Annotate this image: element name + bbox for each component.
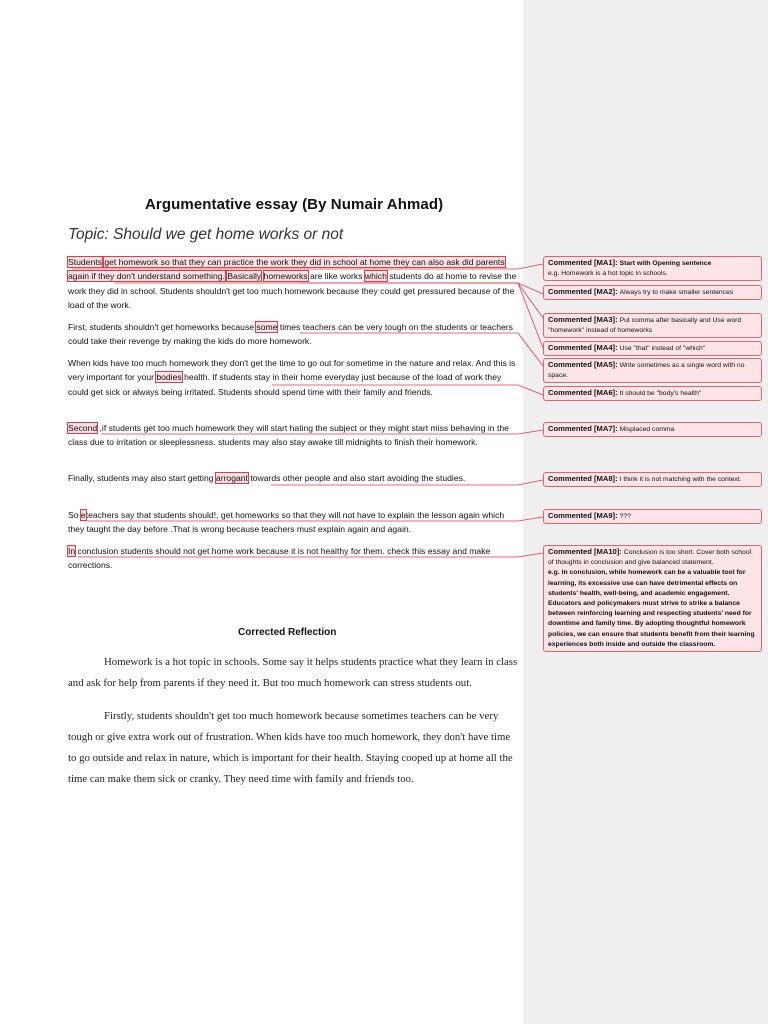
comment-tag: Commented [MA7]: [548,424,618,433]
comment-ma9[interactable] [543,509,762,524]
text-span: When kids have too much homework they don't get the time to go out for sometime in the nature and relax. And this is very important for your [68,358,516,383]
essay-topic: Topic: Should we get home works or not [68,226,344,243]
essay-title: Argumentative essay (By Numair Ahmad) [145,196,444,213]
text-span: teachers say that students should!, get homeworks so that they will not have to explain the lesson again which they taught the day before .That is wrong because teachers must explain again and again. [68,510,505,535]
comment-tag: Commented [MA6]: [548,388,618,397]
reflection-paragraph-1: Homework is a hot topic in schools. Some say it helps students practice what they learn in class and ask for help from parents if they need it. But too much homework can stress students out. [68,656,518,689]
comment-ma2[interactable] [543,285,762,300]
highlight-ma10[interactable]: In [68,546,76,556]
highlight-ma3-basically[interactable]: Basically [227,271,262,282]
comment-text: Always try to make smaller sentences [619,289,734,296]
essay-paragraph-6 [68,508,518,537]
highlight-ma9[interactable]: e [80,510,86,520]
comment-tag: Commented [MA9]: [548,511,618,520]
comment-ma10[interactable] [543,545,762,652]
comment-text: Use "that" instead of "which" [619,345,706,352]
highlight-ma7[interactable]: Second [68,423,98,433]
text-span: towards other people and also start avoiding the studies. [247,473,466,483]
reflection-paragraph-2: Firstly, students shouldn't get too much homework because sometimes teachers can be very tough or give extra work out of frustration. When kids have too much homework, they don't have time to go outside and relax in nature, which is important for their health. Staying cooped up at home all the time can make them sick or cranky. They need time with family and friends too. [68,710,513,785]
highlight-ma4[interactable]: which [364,271,387,282]
text-span: Finally, students may also start getting [68,473,216,483]
comment-tag: Commented [MA8]: [548,474,618,483]
comment-ma3[interactable] [543,313,762,338]
highlight-ma6[interactable]: bodies [156,372,182,383]
text-span: So [68,510,81,520]
comment-tag: Commented [MA2]: [548,287,618,296]
comment-text: I think it is not matching with the context. [619,476,742,483]
essay-paragraph-4 [68,421,518,450]
highlight-ma8[interactable]: arrogant [215,473,248,483]
essay-paragraph-7 [68,544,518,573]
highlight-ma1[interactable]: Students [68,257,102,267]
comment-ma1[interactable] [543,256,762,281]
comment-ma8[interactable] [543,472,762,487]
comment-example: e.g. Homework is a hot topic in schools. [548,270,668,278]
text-span: students do at home to revise the work they did in school. Students shouldn't get too much homework because they could get pressured because of the load of the work. [68,271,517,310]
comment-tag: Commented [MA10]: [548,547,622,556]
comment-tag: Commented [MA1]: [548,258,618,267]
highlight-ma2[interactable]: get homework so that they can practice the work they did in school at home they can also ask did parents again if they don't understand something. [68,257,505,282]
text-span: ,if students get too much homework they will start hating the subject or they might start miss behaving in the class due to irritation or sleeplessness. students may also stay awake till midnights to finish their homework. [68,423,509,448]
comment-ma7[interactable] [543,422,762,437]
comment-tag: Commented [MA5]: [548,360,618,369]
essay-paragraph-1 [68,255,518,312]
text-span: are like works [307,271,365,282]
comment-ma4[interactable] [543,341,762,356]
highlight-ma5[interactable]: some [256,322,278,332]
comment-text: Conclusion is too short. Cover both school of thoughts in conclusion and give balanced statement. [548,549,752,567]
text-span: conclusion students should not get home work because it is not healthy for them. check this essay and make corrections. [68,546,491,571]
comment-tag: Commented [MA4]: [548,343,618,352]
comment-tag: Commented [MA3]: [548,315,618,324]
text-span: health. If students stay in their home everyday just because of the load of work they could get sick or always being irritated. Students should spend time with their family and friends. [68,372,502,397]
highlight-ma3-homeworks[interactable]: homeworks [263,271,308,282]
comment-text: ??? [619,513,631,520]
comment-text: It should be "body's health" [619,390,702,397]
essay-paragraph-2 [68,320,518,349]
text-span: First, students shouldn't get homeworks because [68,322,257,332]
comment-ma6[interactable] [543,386,762,401]
comment-example: e.g. In conclusion, while homework can be a valuable tool for learning, its excessive use can have detrimental effects on students' health, well-being, and academic engagement. Educators and policymakers must strive to strike a balance between reinforcing learning and respecting students' need for downtime and family time. By adopting thoughtful homework policies, we can ensure that students benefit from their learning experiences both inside and outside the classroom. [548,569,755,648]
comment-text: Put comma after basically and Use word "homework" instead of homeworks [548,317,742,335]
essay-paragraph-5 [68,471,518,485]
comment-text: Start with Opening sentence [619,260,712,267]
essay-paragraph-3 [68,356,518,399]
comment-ma5[interactable] [543,358,762,383]
comment-text: Write sometimes as a single word with no space. [548,362,745,380]
text-span: times teachers can be very tough on the students or teachers could take their revenge by making the kids do more homework. [68,322,513,347]
comment-text: Misplaced comma [619,426,675,433]
reflection-heading: Corrected Reflection [238,627,337,638]
